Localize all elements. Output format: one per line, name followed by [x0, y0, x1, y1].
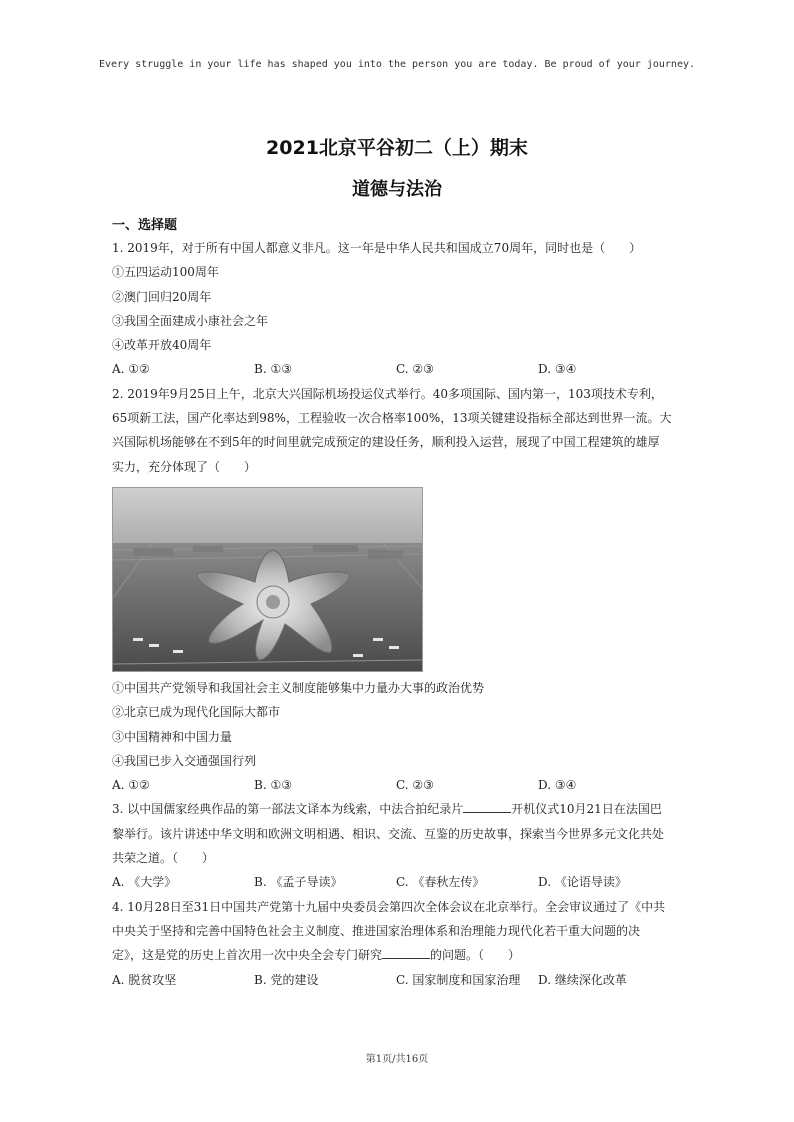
question-stem: 共荣之道。（ ）: [112, 851, 215, 866]
question-stem: 兴国际机场能够在不到5年的时间里就完成预定的建设任务，顺利投入运营，展现了中国工程建筑的雄厚: [112, 435, 660, 450]
question-stem: [112, 797, 687, 821]
airport-photo: [112, 487, 423, 672]
statement: ①中国共产党领导和我国社会主义制度能够集中力量办大事的政治优势: [112, 680, 485, 695]
page-footer: 第1页/共16页: [365, 1054, 429, 1065]
stem-text: 定》，这是党的历史上首次用一次中央全会专门研究: [112, 948, 383, 963]
statement: ①五四运动100周年: [112, 265, 219, 280]
option-c[interactable]: C. ②③: [396, 778, 434, 793]
option-b[interactable]: B. ①③: [254, 362, 292, 377]
question-stem: [112, 943, 687, 967]
stem-text: 3. 以中国儒家经典作品的第一部法文译本为线索，中法合拍纪录片: [112, 802, 464, 817]
option-b[interactable]: B. 《孟子导读》: [254, 875, 343, 890]
option-c[interactable]: C. ②③: [396, 362, 434, 377]
section-title: 一、选择题: [112, 218, 178, 233]
option-c[interactable]: C. 国家制度和国家治理: [396, 972, 521, 987]
question-list: [112, 236, 687, 992]
option-a[interactable]: A. 《大学》: [112, 875, 177, 890]
statement: ④我国已步入交通强国行列: [112, 753, 257, 768]
motto-header: Every struggle in your life has shaped you into the person you are today. Be proud of your journey.: [98, 59, 696, 70]
answer-blank[interactable]: [463, 800, 511, 813]
page-subtitle: 道德与法治: [352, 179, 442, 200]
option-c[interactable]: C. 《春秋左传》: [396, 875, 485, 890]
statement: ②澳门回归20周年: [112, 289, 212, 304]
question-stem: 2. 2019年9月25日上午，北京大兴国际机场投运仪式举行。40多项国际、国内第一，103项技术专利，: [112, 386, 663, 401]
question-stem: 65项新工法，国产化率达到98%，工程验收一次合格率100%，13项关键建设指标全部达到世界一流。大: [112, 411, 672, 426]
statement: ③中国精神和中国力量: [112, 729, 233, 744]
option-b[interactable]: B. 党的建设: [254, 972, 319, 987]
statement: ③我国全面建成小康社会之年: [112, 313, 269, 328]
answer-options: [112, 773, 687, 797]
option-d[interactable]: D. 《论语导读》: [538, 875, 627, 890]
question-stem: 黎举行。该片讲述中华文明和欧洲文明相遇、相识、交流、互鉴的历史故事，探索当今世界多元文化共处: [112, 826, 665, 841]
question-stem: 1. 2019年，对于所有中国人都意义非凡。这一年是中华人民共和国成立70周年，同时也是（ ）: [112, 241, 642, 255]
stem-text: 的问题。（ ）: [430, 948, 521, 963]
option-b[interactable]: B. ①③: [254, 778, 292, 793]
question-3: [112, 797, 687, 894]
option-d[interactable]: D. ③④: [538, 778, 577, 793]
question-stem: 中央关于坚持和完善中国特色社会主义制度、推进国家治理体系和治理能力现代化若干重大问题的决: [112, 923, 641, 938]
question-1: [112, 236, 687, 382]
question-2: [112, 382, 687, 798]
answer-options: [112, 357, 687, 381]
option-d[interactable]: D. 继续深化改革: [538, 972, 627, 987]
statement: ④改革开放40周年: [112, 338, 212, 353]
answer-options: [112, 870, 687, 894]
question-4: [112, 895, 687, 992]
page-title: 2021北京平谷初二（上）期末: [266, 137, 528, 159]
question-stem: 实力，充分体现了（ ）: [112, 459, 257, 474]
answer-blank[interactable]: [382, 946, 430, 959]
answer-options: [112, 968, 687, 992]
question-stem: 4. 10月28日至31日中国共产党第十九届中央委员会第四次全体会议在北京举行。全会审议通过了《中共: [112, 899, 666, 914]
option-d[interactable]: D. ③④: [538, 362, 577, 377]
option-a[interactable]: A. 脱贫攻坚: [112, 972, 177, 987]
option-a[interactable]: A. ①②: [112, 778, 150, 793]
stem-text: 开机仪式10月21日在法国巴: [511, 802, 662, 817]
statement: ②北京已成为现代化国际大都市: [112, 705, 281, 720]
option-a[interactable]: A. ①②: [112, 362, 150, 377]
